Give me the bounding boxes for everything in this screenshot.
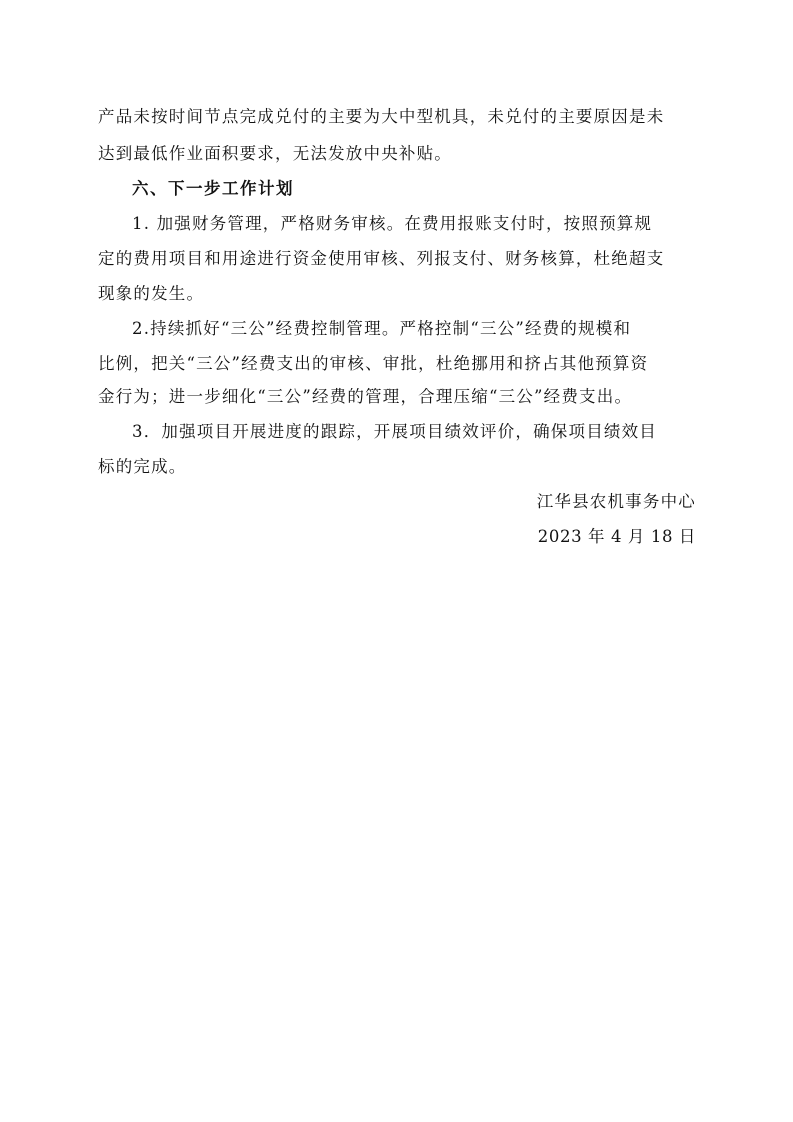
signature-date: 2023 年 4 月 18 日 (537, 527, 696, 546)
plan-item-1-line: 现象的发生。 (98, 284, 205, 303)
section-heading: 六、下一步工作计划 (132, 179, 294, 198)
plan-item-3-line: 标的完成。 (98, 457, 187, 476)
signature-organization: 江华县农机事务中心 (536, 492, 696, 511)
paragraph-line: 达到最低作业面积要求，无法发放中央补贴。 (98, 144, 452, 163)
plan-item-3-line: 3．加强项目开展进度的跟踪，开展项目绩效评价，确保项目绩效目 (132, 422, 657, 441)
plan-item-2-line: 金行为；进一步细化“三公”经费的管理，合理压缩“三公”经费支出。 (98, 387, 633, 406)
plan-item-1-line: 定的费用项目和用途进行资金使用审核、列报支付、财务核算，杜绝超支 (98, 249, 665, 268)
paragraph-line: 产品未按时间节点完成兑付的主要为大中型机具，未兑付的主要原因是未 (98, 107, 665, 126)
plan-item-1-line: 1. 加强财务管理，严格财务审核。在费用报账支付时，按照预算规 (132, 214, 653, 233)
plan-item-2-line: 2.持续抓好“三公”经费控制管理。严格控制“三公”经费的规模和 (132, 319, 632, 338)
plan-item-2-line: 比例，把关“三公”经费支出的审核、审批，杜绝挪用和挤占其他预算资 (98, 354, 649, 373)
